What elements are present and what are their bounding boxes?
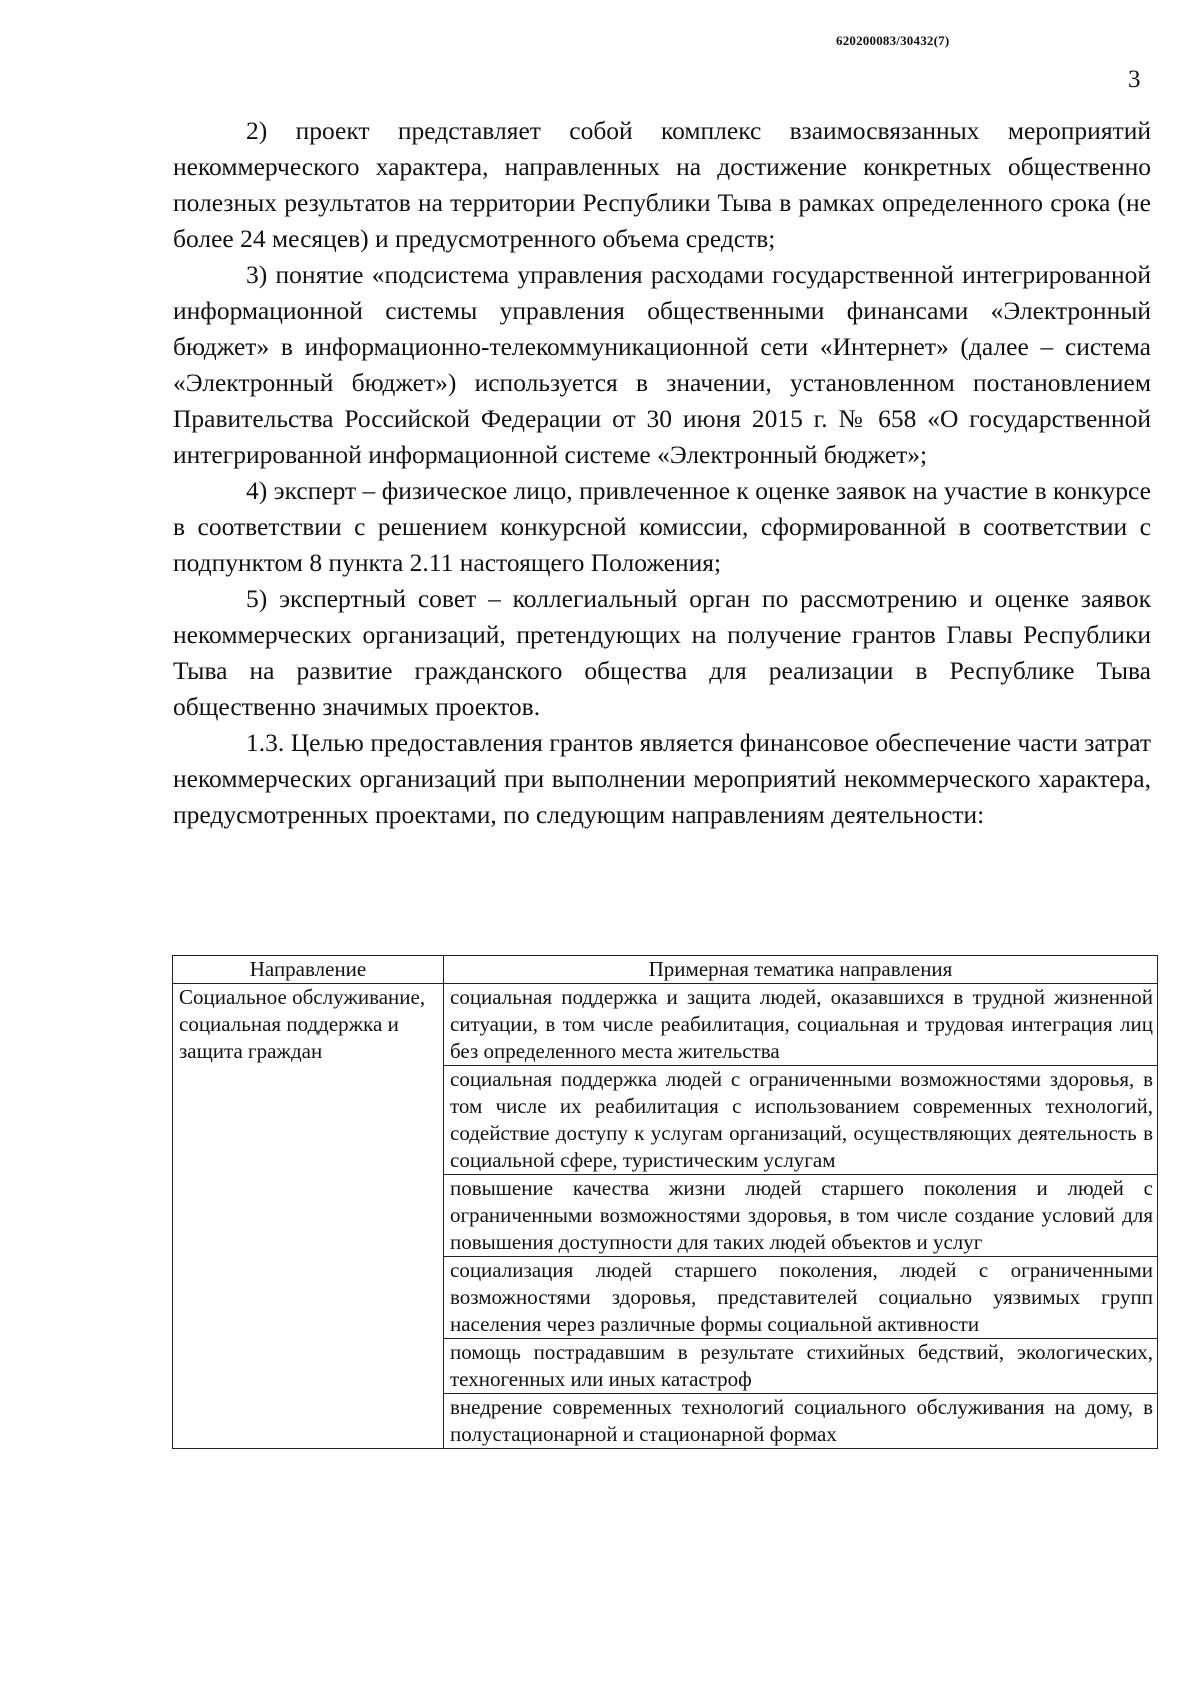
table-header-direction: Направление [173,956,444,984]
page-number: 3 [1128,66,1141,93]
topic-cell: социальная поддержка людей с ограниченными возможностями здоровья, в том числе их реабилитация с использованием современных технологий, содействие доступу к услугам организаций, осуществляющих деятельность в социальной сфере, туристическим услугам [444,1066,1158,1175]
paragraph-3: 3) понятие «подсистема управления расходами государственной интегрированной информационной системы управления общественными финансами «Электронный бюджет» в информационно-телекоммуникационной сети «Интернет» (далее – система «Электронный бюджет») используется в значении, установленном постановлением Правительства Российской Федерации от 30 июня 2015 г. № 658 «О государственной интегрированной информационной системе «Электронный бюджет»; [173,260,1151,469]
table-header-topic: Примерная тематика направления [444,956,1158,984]
direction-cell: Социальное обслуживание, социальная поддержка и защита граждан [173,984,444,1449]
grant-directions-table [172,955,1158,1449]
paragraph-4: 4) эксперт – физическое лицо, привлеченное к оценке заявок на участие в конкурсе в соответствии с решением конкурсной комиссии, сформированной в соответствии с подпунктом 8 пункта 2.11 настоящего Положения; [173,476,1151,577]
document-id: 620200083/30432(7) [836,33,950,48]
table-row [173,984,1158,1066]
table-header-row [173,956,1158,984]
topic-cell: социальная поддержка и защита людей, оказавшихся в трудной жизненной ситуации, в том числе реабилитация, социальная и трудовая интеграция лиц без определенного места жительства [444,984,1158,1066]
paragraph-5: 5) экспертный совет – коллегиальный орган по рассмотрению и оценке заявок некоммерческих организаций, претендующих на получение грантов Главы Республики Тыва на развитие гражданского общества для реализации в Республике Тыва общественно значимых проектов. [173,584,1151,721]
topic-cell: повышение качества жизни людей старшего поколения и людей с ограниченными возможностями здоровья, в том числе создание условий для повышения доступности для таких людей объектов и услуг [444,1175,1158,1257]
paragraph-1-3: 1.3. Целью предоставления грантов является финансовое обеспечение части затрат некоммерческих организаций при выполнении мероприятий некоммерческого характера, предусмотренных проектами, по следующим направлениям деятельности: [173,728,1151,829]
document-body [173,113,1151,833]
topic-cell: помощь пострадавшим в результате стихийных бедствий, экологических, техногенных или иных катастроф [444,1339,1158,1394]
topic-cell: внедрение современных технологий социального обслуживания на дому, в полустационарной и стационарной формах [444,1394,1158,1449]
topic-cell: социализация людей старшего поколения, людей с ограниченными возможностями здоровья, представителей социально уязвимых групп населения через различные формы социальной активности [444,1257,1158,1339]
paragraph-2: 2) проект представляет собой комплекс взаимосвязанных мероприятий некоммерческого характера, направленных на достижение конкретных общественно полезных результатов на территории Республики Тыва в рамках определенного срока (не более 24 месяцев) и предусмотренного объема средств; [173,116,1151,253]
